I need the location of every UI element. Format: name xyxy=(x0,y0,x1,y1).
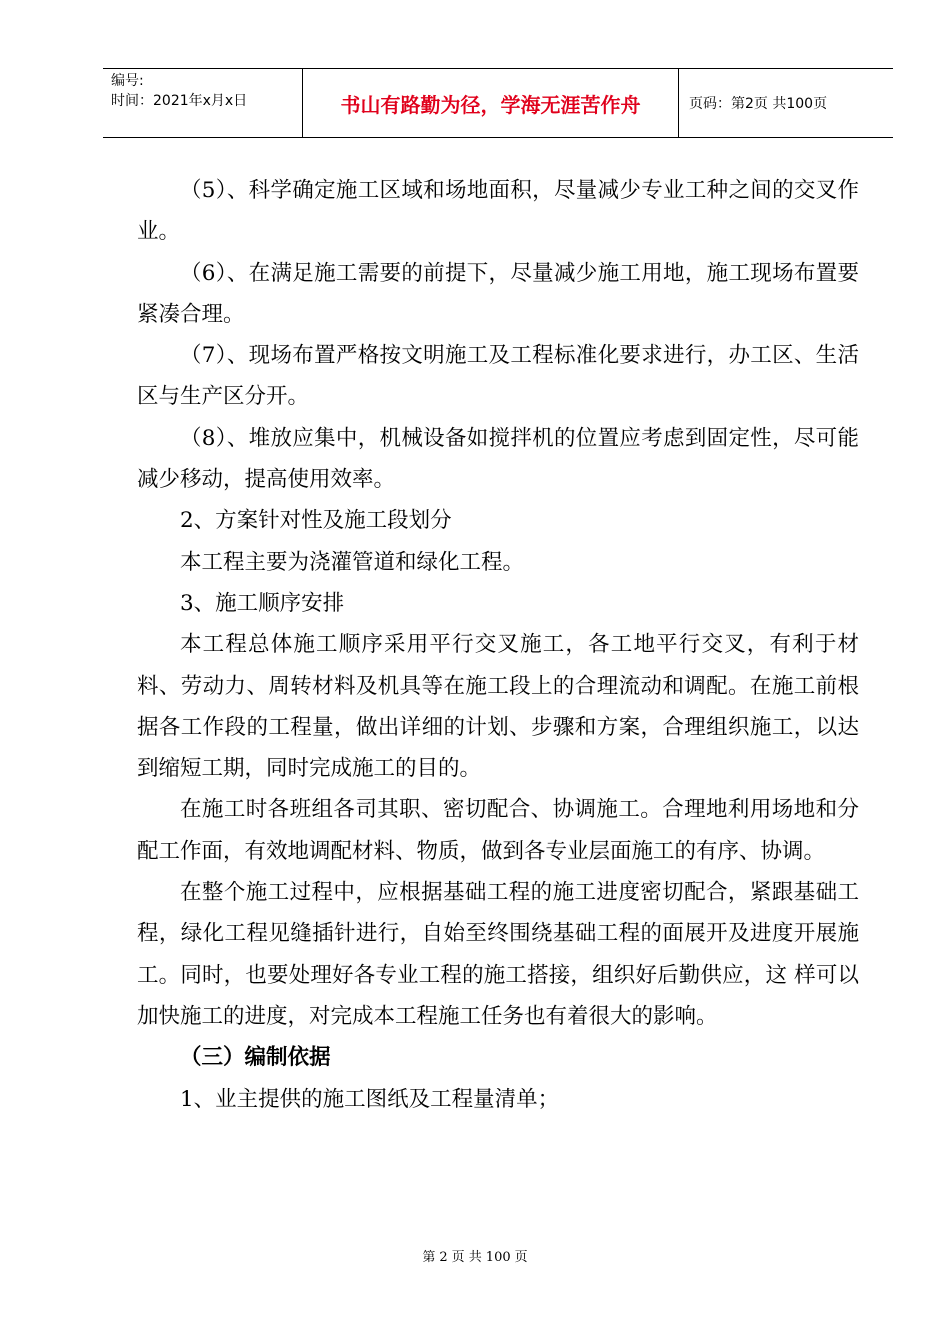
header-page-info: 页码：第2页 共100页 xyxy=(689,96,828,112)
footer-prefix: 第 xyxy=(422,1250,436,1265)
paragraph: （6）、在满足施工需要的前提下，尽量减少施工用地，施工现场布置要紧凑合理。 xyxy=(137,260,859,327)
paragraph: 在施工时各班组各司其职、密切配合、协调施工。合理地利用场地和分配工作面，有效地调配材料、物质，做到各专业层面施工的有序、协调。 xyxy=(137,797,859,864)
footer-page-number: 2 xyxy=(439,1250,448,1265)
paragraph: （5）、科学确定施工区域和场地面积，尽量减少专业工种之间的交叉作业。 xyxy=(137,178,859,245)
number-label: 编号: xyxy=(111,73,144,89)
paragraph: 在整个施工过程中，应根据基础工程的施工进度密切配合，紧跟基础工程，绿化工程见缝插针进行，自始至终围绕基础工程的面展开及进度开展施工。同时，也要处理好各专业工程的施工搭接，组织好后勤供应，这 样可以加快施工的进度，对完成本工程施工任务也有着很大的影响。 xyxy=(137,880,859,1029)
paragraph: （8）、堆放应集中，机械设备如搅拌机的位置应考虑到固定性，尽可能减少移动，提高使用效率。 xyxy=(137,425,859,493)
footer-suffix: 页 xyxy=(514,1250,528,1265)
document-body xyxy=(137,170,859,1120)
header-motto: 书山有路勤为径，学海无涯苦作舟 xyxy=(303,69,679,137)
page-header xyxy=(103,68,893,138)
footer-total-pages: 100 xyxy=(485,1250,511,1265)
paragraph: （7）、现场布置严格按文明施工及工程标准化要求进行，办工区、生活区与生产区分开。 xyxy=(137,343,859,410)
page-footer xyxy=(0,1246,950,1265)
footer-middle: 页 共 xyxy=(451,1250,482,1265)
paragraph: 本工程主要为浇灌管道和绿化工程。 xyxy=(180,549,525,575)
header-meta xyxy=(103,69,303,137)
chapter-heading: （三）编制依据 xyxy=(180,1045,331,1071)
section-heading: 3、施工顺序安排 xyxy=(180,590,345,616)
paragraph: 1、业主提供的施工图纸及工程量清单； xyxy=(180,1086,560,1112)
paragraph: 本工程总体施工顺序采用平行交叉施工，各工地平行交叉，有利于材料、劳动力、周转材料及机具等在施工段上的合理流动和调配。在施工前根据各工作段的工程量，做出详细的计划、步骤和方案，合理组织施工，以达到缩短工期，同时完成施工的目的。 xyxy=(137,632,859,782)
time-label: 时间：2021年x月x日 xyxy=(111,93,248,109)
section-heading: 2、方案针对性及施工段划分 xyxy=(180,508,452,534)
